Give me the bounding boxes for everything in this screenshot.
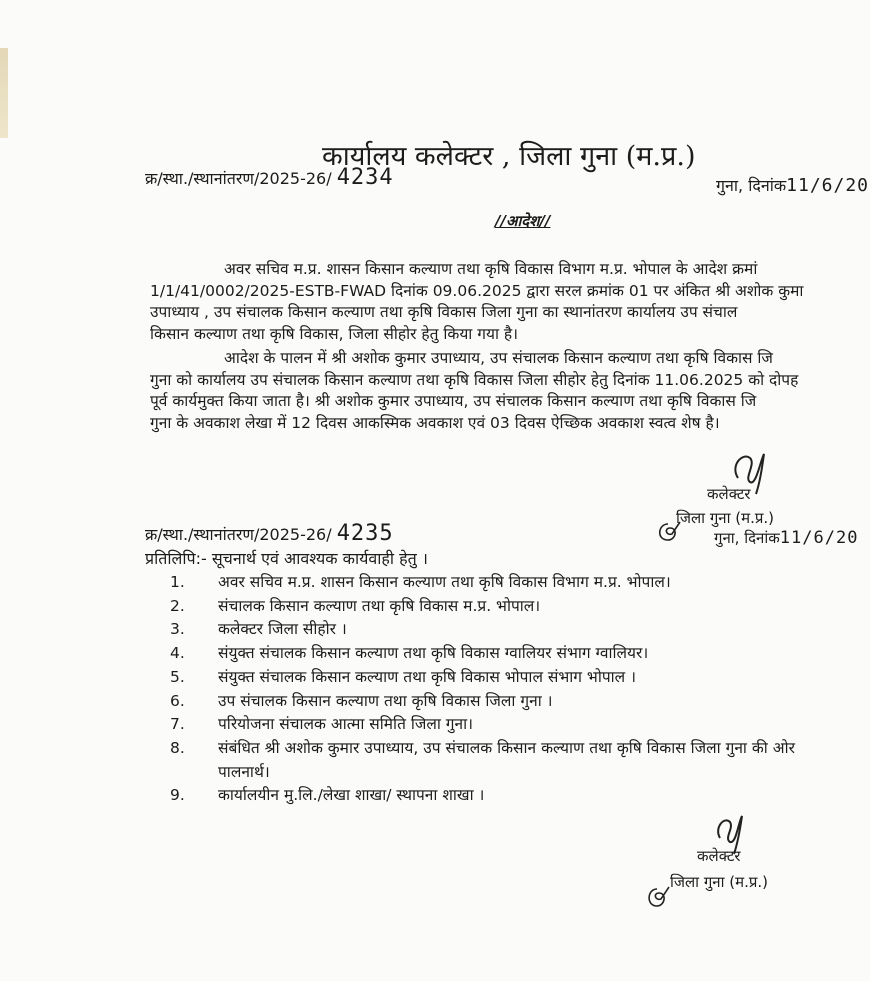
paragraph-line: गुना के अवकाश लेखा में 12 दिवस आकस्मिक अवकाश एवं 03 दिवस ऐच्छिक अवकाश स्वत्व शेष है। [150, 413, 720, 432]
list-item: 4. संयुक्त संचालक किसान कल्याण तथा कृषि विकास ग्वालियर संभाग ग्वालियर। [170, 644, 649, 663]
signature-date-label: गुना, दिनांक [714, 529, 780, 547]
list-item: 9. कार्यालयीन मु.लि./लेखा शाखा/ स्थापना शाखा । [170, 786, 485, 805]
list-item: 7. परियोजना संचालक आत्मा समिति जिला गुना। [170, 715, 474, 734]
signature-designation: कलेक्टर [697, 847, 741, 865]
list-item: 2. संचालक किसान कल्याण तथा कृषि विकास म.प्र. भोपाल। [170, 596, 541, 615]
order-heading: //आदेश// [495, 212, 551, 230]
paragraph-line: आदेश के पालन में श्री अशोक कुमार उपाध्याय, उप संचालक किसान कल्याण तथा कृषि विकास जि [224, 349, 773, 367]
place-date-label: गुना, दिनांक [716, 176, 787, 195]
paper-edge-mark [0, 48, 8, 138]
handwritten-date: 11/6/20 [779, 528, 859, 548]
handwritten-date: 11/6/20 [786, 175, 870, 196]
list-item-continuation: पालनार्थ। [218, 762, 270, 781]
order-paragraph-1 [150, 259, 870, 345]
reference-prefix: क्र/स्था./स्थानांतरण/2025-26/ [145, 169, 332, 188]
list-item: 3. कलेक्टर जिला सीहोर । [170, 620, 347, 639]
office-title: कार्यालय कलेक्टर , जिला गुना (म.प्र.) [322, 141, 696, 172]
signature-place: जिला गुना (म.प्र.) [676, 509, 775, 527]
signature-place: जिला गुना (म.प्र.) [670, 873, 769, 891]
copy-heading: प्रतिलिपि:- सूचनार्थ एवं आवश्यक कार्यवाही हेतु । [145, 549, 428, 568]
copy-reference-prefix: क्र/स्था./स्थानांतरण/2025-26/ [145, 525, 332, 544]
signature-designation: कलेक्टर [707, 485, 751, 503]
paragraph-line: 1/1/41/0002/2025-ESTB-FWAD दिनांक 09.06.2025 द्वारा सरल क्रमांक 01 पर अंकित श्री अशोक कुमा [150, 281, 804, 300]
list-item: 5. संयुक्त संचालक किसान कल्याण तथा कृषि विकास भोपाल संभाग भोपाल । [170, 667, 636, 686]
list-item: 8. संबंधित श्री अशोक कुमार उपाध्याय, उप संचालक किसान कल्याण तथा कृषि विकास जिला गुना की ओर पालनार्थ। [170, 737, 870, 784]
copy-reference-line [145, 521, 394, 546]
paragraph-line: पूर्व कार्यमुक्त किया जाता है। श्री अशोक कुमार उपाध्याय, उप संचालक किसान कल्याण तथा कृषि विकास जि [150, 392, 757, 410]
handwritten-dispatch-number: 4234 [336, 165, 394, 190]
paragraph-line: गुना को कार्यालय उप संचालक किसान कल्याण तथा कृषि विकास जिला सीहोर हेतु दिनांक 11.06.2025 को दोपह [150, 370, 799, 389]
paragraph-line: अवर सचिव म.प्र. शासन किसान कल्याण तथा कृषि विकास विभाग म.प्र. भोपाल के आदेश क्रमां [224, 260, 758, 278]
paragraph-line: किसान कल्याण तथा कृषि विकास, जिला सीहोर हेतु किया गया है। [150, 324, 519, 343]
handwritten-copy-number: 4235 [336, 521, 394, 546]
list-item: 1. अवर सचिव म.प्र. शासन किसान कल्याण तथा कृषि विकास विभाग म.प्र. भोपाल। [170, 573, 671, 591]
order-paragraph-2 [150, 348, 870, 434]
copy-recipient-list [170, 571, 870, 808]
place-date-line [716, 174, 869, 196]
signature-date-line [714, 528, 858, 548]
paragraph-line: उपाध्याय , उप संचालक किसान कल्याण तथा कृषि विकास जिला गुना का स्थानांतरण कार्यालय उप संचाल [150, 303, 738, 321]
reference-number-line [145, 165, 394, 190]
list-item: 6. उप संचालक किसान कल्याण तथा कृषि विकास जिला गुना । [170, 691, 553, 710]
